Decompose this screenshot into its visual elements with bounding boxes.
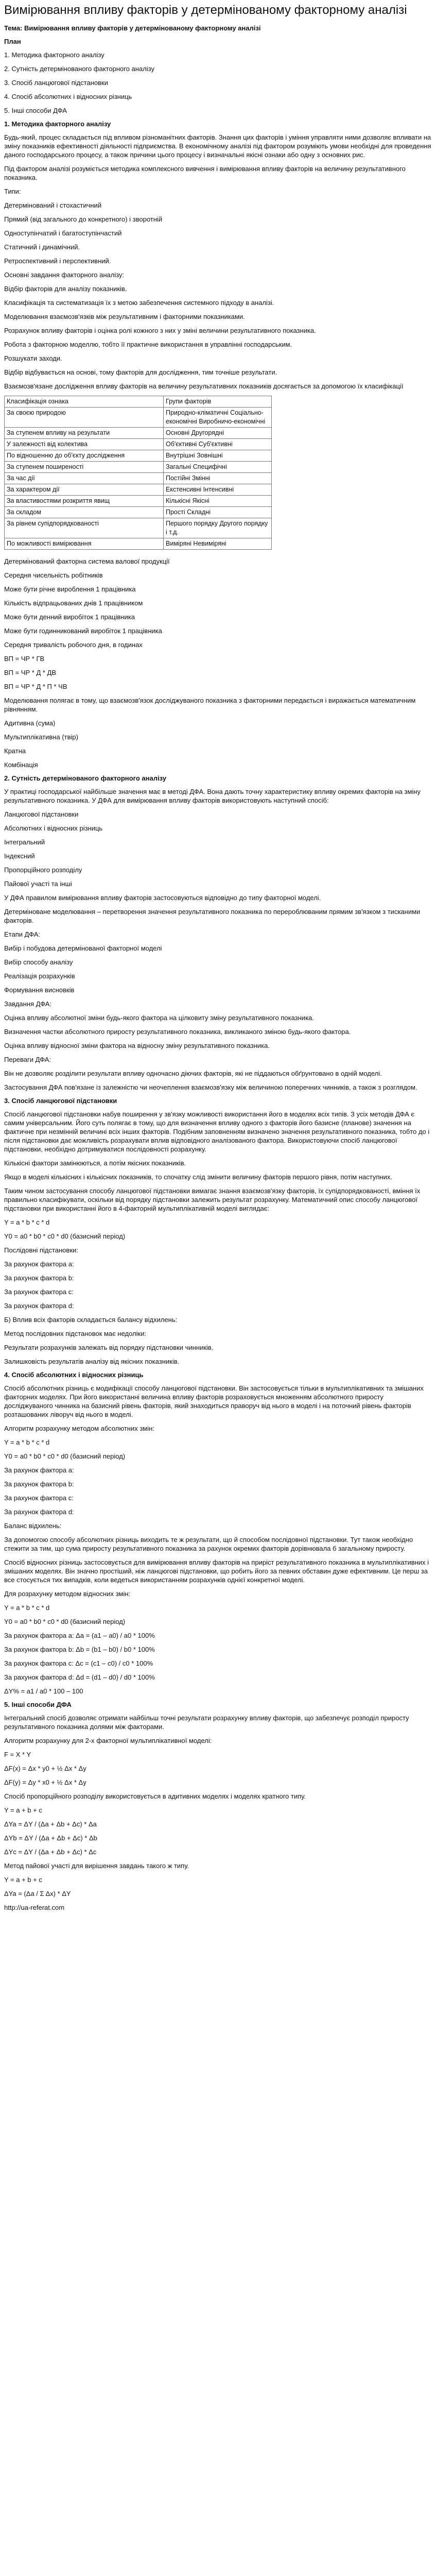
paragraph: За рахунок фактора а: — [4, 1260, 74, 1268]
paragraph: Метод послідовних підстановок має недоліки: — [4, 1330, 147, 1337]
paragraph: ΔYc = ΔY / (Δa + Δb + Δc) * Δc — [4, 1848, 97, 1856]
paragraph: Може бути річне вироблення 1 працівника — [4, 585, 136, 593]
table-cell: По відношенню до об'єкту дослідження — [5, 450, 164, 462]
paragraph: Кількісні фактори замінюються, а потім якісних показників. — [4, 1159, 186, 1167]
paragraph: Переваги ДФА: — [4, 1056, 51, 1063]
table-cell: Природно-кліматичні Соціально-економічні Виробничо-економічні — [164, 408, 272, 428]
paragraph: Може бути денний виробіток 1 працівника — [4, 613, 135, 621]
paragraph: Моделювання взаємозв'язків між результативним і факторними показниками. — [4, 313, 245, 320]
paragraph: Детермінований і стохастичний — [4, 201, 102, 209]
paragraph: За рахунок фактора b: Δb = (b1 – b0) / b0 * 100% — [4, 1646, 155, 1653]
paragraph: Таким чином застосування способу ланцюгової підстановки вимагає знання взаємозв'язку факторів, їх супідпорядкованості, вміння їх правильно класифікувати, оскільки від порядку підстановки залежить результат розрахунку. Математичний опис способу ланцюгової підстановки при використанні його в 4-факторній мультиплікативній моделі виглядає: — [4, 1187, 421, 1212]
table-cell: За ступенем впливу на результати — [5, 428, 164, 439]
table-row — [5, 496, 272, 507]
table-cell: За своєю природою — [5, 408, 164, 428]
paragraph: Інтегральний — [4, 838, 45, 846]
paragraph: Відбір відбувається на основі, тому факторів для дослідження, тим точніше результати. — [4, 368, 277, 376]
section-1-heading: 1. Методика факторного аналізу — [4, 120, 111, 128]
paragraph: За рахунок фактора d: Δd = (d1 – d0) / d0 * 100% — [4, 1673, 155, 1681]
factor-system-text — [4, 557, 432, 769]
paragraph: Кратна — [4, 747, 26, 755]
table-row — [5, 439, 272, 450]
paragraph: Розшукати заходи. — [4, 354, 62, 362]
table-row — [5, 473, 272, 484]
paragraph: Детерміноване моделювання – перетворення значення результативного показника по перероблюваним прямим зв'язком з тисканими факторів. — [4, 908, 421, 924]
table-cell: За складом — [5, 507, 164, 518]
table-cell: Основні Другорядні — [164, 428, 272, 439]
paragraph: Застосування ДФА пов'язане із залежністю чи неочеплення взаємозв'язку між величиною поперечних чинників, а також з розглядом. — [4, 1083, 417, 1091]
paragraph: Метод пайової участі для вирішення завдань такого ж типу. — [4, 1862, 189, 1870]
paragraph: Б) Вплив всіх факторів складається балансу відхилень: — [4, 1316, 178, 1324]
table-cell: Загальні Специфічні — [164, 462, 272, 473]
paragraph: Кількість відпрацьованих днів 1 працівником — [4, 599, 143, 607]
table-cell: Класифікація ознака — [5, 396, 164, 408]
paragraph: ΔF(x) = Δx * y0 + ½ Δx * Δy — [4, 1765, 86, 1772]
section-3-heading: 3. Спосіб ланцюгової підстановки — [4, 1097, 117, 1105]
paragraph: Результати розрахунків залежать від порядку підстановки чинників. — [4, 1344, 214, 1351]
paragraph: Визначення частки абсолютного приросту результативного показника, викликаного зміною будь-якого фактора. — [4, 1028, 351, 1036]
paragraph: Одноступінчатий і багатоступінчастий — [4, 229, 122, 237]
paragraph: Він не дозволяє розділити результати впливу одночасно діючих факторів, які не піддаються обґрунтовано в одній моделі. — [4, 1070, 382, 1077]
section-2-body — [4, 787, 432, 1092]
plan-list — [4, 50, 432, 115]
table-row — [5, 408, 272, 428]
paragraph: Детермінований факторна система валової продукції — [4, 557, 170, 565]
table-row — [5, 450, 272, 462]
paragraph: У практиці господарської найбільше значення має в методі ДФА. Вона дають точну характеристику впливу окремих факторів на зміну результативного показника. У ДФА для вимірювання впливу факторів використовують наступний спосіб: — [4, 788, 421, 804]
paragraph: Розрахунок впливу факторів і оцінка ролі кожного з них у зміні величини результативного показника. — [4, 327, 316, 334]
table-row — [5, 428, 272, 439]
paragraph: Баланс відхилень: — [4, 1522, 62, 1530]
table-cell: Об'єктивні Суб'єктивні — [164, 439, 272, 450]
paragraph: Формування висновків — [4, 986, 75, 994]
plan-item: 2. Сутність детермінованого факторного аналізу — [4, 65, 154, 73]
paragraph: Y0 = a0 * b0 * c0 * d0 (базисний період) — [4, 1232, 126, 1240]
paragraph: ВП = ЧР * Д * ДВ — [4, 669, 57, 676]
paragraph: Етапи ДФА: — [4, 930, 41, 938]
paragraph: Індексний — [4, 852, 35, 860]
paragraph: Вибір способу аналізу — [4, 958, 73, 966]
table-row — [5, 396, 272, 408]
table-cell: Прості Складні — [164, 507, 272, 518]
paragraph: Y0 = a0 * b0 * c0 * d0 (базисний період) — [4, 1618, 126, 1625]
table-cell: За ступенем поширеності — [5, 462, 164, 473]
paragraph: Інтегральний спосіб дозволяє отримати найбільш точні результати розрахунку впливу факторів, що забезпечує розподіл приросту результативного показника долями між факторами. — [4, 1714, 409, 1731]
section-5-heading: 5. Інші способи ДФА — [4, 1701, 72, 1708]
paragraph: Відбір факторів для аналізу показників. — [4, 285, 127, 293]
paragraph: За рахунок фактора с: — [4, 1494, 74, 1502]
paragraph: Класифікація та систематизація їх з метою забезпечення системного підходу в аналізі. — [4, 299, 274, 307]
paragraph: Спосіб абсолютних різниць є модифікації способу ланцюгової підстановки. Він застосовується тільки в мультиплікативних та змішаних факторних моделях. При його використанні величина впливу факторів розраховується множенням абсолютного приросту досліджуваного чинника на базисний рівень факторів, який знаходиться праворуч від нього в моделі і на поточний рівень факторів розташованих ліворуч від нього в моделі. — [4, 1384, 424, 1418]
paragraph: Y = a * b * c * d — [4, 1604, 50, 1612]
paragraph: Робота з факторною моделлю, тобто її практичне використання в управлінні господарським. — [4, 341, 292, 348]
table-row — [5, 518, 272, 538]
page-title: Вимірювання впливу факторів у детермінованому факторному аналізі — [4, 3, 407, 17]
paragraph: Оцінка впливу абсолютної зміни будь-якого фактора на цілковиту зміну результативного показника. — [4, 1014, 314, 1022]
paragraph: Може бути годинникований виробіток 1 працівника — [4, 627, 162, 635]
paragraph: Залишковість результатів аналізу від якісних показників. — [4, 1358, 180, 1365]
table-cell: Екстенсивні Інтенсивні — [164, 484, 272, 496]
paragraph: Y = a * b * c * d — [4, 1438, 50, 1446]
paragraph: За рахунок фактора а: — [4, 1466, 74, 1474]
table-cell: Групи факторів — [164, 396, 272, 408]
paragraph: Моделювання полягає в тому, що взаємозв'язок досліджуваного показника з факторними передається і виражається математичним рівнянням. — [4, 697, 416, 713]
table-row — [5, 462, 272, 473]
paragraph: Послідовні підстановки: — [4, 1246, 78, 1254]
paragraph: Реалізація розрахунків — [4, 972, 75, 980]
paragraph: Прямий (від загального до конкретного) і зворотній — [4, 215, 163, 223]
paragraph: Комбінація — [4, 761, 38, 769]
paragraph: Y = a + b + c — [4, 1806, 42, 1814]
paragraph: ΔYb = ΔY / (Δa + Δb + Δc) * Δb — [4, 1834, 97, 1842]
topic-line: Тема: Вимірювання впливу факторів у детермінованому факторному аналізі — [4, 24, 261, 32]
paragraph: Типи: — [4, 188, 21, 195]
paragraph: Адитивна (сума) — [4, 719, 56, 727]
paragraph: http://ua-referat.com — [4, 1904, 65, 1911]
plan-item: 4. Спосіб абсолютних і відносних різниць — [4, 93, 132, 100]
paragraph: Мультиплікативна (твір) — [4, 733, 78, 741]
factor-classification-table — [4, 396, 272, 550]
table-cell: Першого порядку Другого порядку і т.д. — [164, 518, 272, 538]
paragraph: F = X * Y — [4, 1751, 31, 1758]
paragraph: У ДФА правилом вимірювання впливу факторів застосовуються відповідно до типу факторної моделі. — [4, 894, 321, 902]
paragraph: Статичний і динамічний. — [4, 243, 80, 251]
paragraph: За рахунок фактора b: — [4, 1274, 74, 1282]
paragraph: ΔF(y) = Δy * x0 + ½ Δx * Δy — [4, 1778, 86, 1786]
paragraph: Ланцюгової підстановки — [4, 810, 79, 818]
paragraph: За рахунок фактора d: — [4, 1302, 74, 1310]
paragraph: Ретроспективний і перспективний. — [4, 257, 111, 265]
paragraph: Абсолютних і відносних різниць — [4, 824, 103, 832]
paragraph: Завдання ДФА: — [4, 1000, 52, 1008]
paragraph: Спосіб ланцюгової підстановки набув поширення у зв'язку можливості використання його в моделях всіх типів. З усіх методів ДФА є самим універсальним. Його суть полягає в тому, що для визначення впливу одного з факторів його базисне (планове) значення на фактичне при незмінній величині всіх інших факторів. Подібним заповненням визначено значення результативного показника, тобто до і після підстановки дає можливість розрахувати вплив відповідного аналізованого фактора. Використовуючи спосіб ланцюгової підстановки, необхідно дотримуватися послідовності розрахунку. — [4, 1110, 430, 1153]
paragraph: За рахунок фактора с: Δc = (c1 – c0) / c0 * 100% — [4, 1659, 153, 1667]
table-cell: За рівнем супідпорядкованості — [5, 518, 164, 538]
paragraph: Пропорційного розподілу — [4, 866, 82, 874]
paragraph: ВП = ЧР * Д * П * ЧВ — [4, 683, 67, 690]
paragraph: За допомогою способу абсолютних різниць виходить те ж результати, що й способом послідовної підстановки. Тут також необхідно стежити за тим, що сума приросту результативного показника за рахунок окремих факторів дорівнювала б загальному приросту. — [4, 1536, 413, 1552]
paragraph: Будь-який, процес складається під впливом різноманітних факторів. Знання цих факторів і уміння управляти ними дозволяє впливати на зміну показників ефективності діяльності підприємства. В економічному аналізі під фактором розуміють умови необхідні для проведення даного господарського процесу, а також причини цього процесу і визначальні якісні ознаки або одну з основних рис. — [4, 133, 431, 159]
paragraph: ΔYa = ΔY / (Δa + Δb + Δc) * Δa — [4, 1820, 97, 1828]
table-cell: Внутрішні Зовнішні — [164, 450, 272, 462]
plan-item: 5. Інші способи ДФА — [4, 107, 67, 114]
table-row — [5, 507, 272, 518]
paragraph: Середня чисельність робітників — [4, 571, 103, 579]
table-cell: У залежності від колектива — [5, 439, 164, 450]
paragraph: Y = a * b * c * d — [4, 1218, 50, 1226]
paragraph: Оцінка впливу відносної зміни фактора на відносну зміну результативного показника. — [4, 1042, 270, 1049]
section-1-body — [4, 133, 432, 391]
paragraph: ВП = ЧР * ГВ — [4, 655, 45, 663]
paragraph: Алгоритм розрахунку для 2-х факторної мультиплікативної моделі: — [4, 1737, 212, 1744]
section-3-body — [4, 1110, 432, 1366]
table-cell: За час дії — [5, 473, 164, 484]
table-row — [5, 538, 272, 550]
table-cell: За характером дії — [5, 484, 164, 496]
paragraph: Вибір і побудова детермінованої факторної моделі — [4, 944, 162, 952]
paragraph: Y = a + b + c — [4, 1876, 42, 1884]
paragraph: Основні завдання факторного аналізу: — [4, 271, 125, 279]
paragraph: Y0 = a0 * b0 * c0 * d0 (базисний період) — [4, 1452, 126, 1460]
paragraph: ΔY% = a1 / a0 * 100 – 100 — [4, 1687, 83, 1695]
paragraph: Алгоритм розрахунку методом абсолютних змін: — [4, 1425, 154, 1432]
paragraph: Спосіб відносних різниць застосовується для вимірювання впливу факторів на приріст результативного показника в мультиплікативних і змішаних моделях. Він значно простіший, ніж ланцюгові підстановки, що робить його за певних обставин дуже ефективним. Це перш за все стосується тих випадків, коли ведеться використанням розрахунків однієї конкретної моделі. — [4, 1558, 429, 1584]
paragraph: За рахунок фактора b: — [4, 1480, 74, 1488]
paragraph: За рахунок фактора с: — [4, 1288, 74, 1296]
section-4-body — [4, 1384, 432, 1696]
paragraph: Спосіб пропорційного розподілу використовується в адитивних моделях і моделях кратного типу. — [4, 1792, 306, 1800]
paragraph: Взаємозв'язане дослідження впливу факторів на величину результативних показників досягається за допомогою їх класифікації — [4, 382, 404, 390]
paragraph: Пайової участі та інші — [4, 880, 72, 888]
table-cell: Постійні Змінні — [164, 473, 272, 484]
section-2-heading: 2. Сутність детермінованого факторного аналізу — [4, 774, 166, 782]
paragraph: Середня тривалість робочого дня, в годинах — [4, 641, 143, 649]
plan-item: 1. Методика факторного аналізу — [4, 51, 104, 59]
table-row — [5, 484, 272, 496]
paragraph: Для розрахунку методом відносних змін: — [4, 1590, 131, 1598]
table-cell: За властивостями розкриття явищ — [5, 496, 164, 507]
paragraph: За рахунок фактора d: — [4, 1508, 74, 1516]
plan-item: 3. Спосіб ланцюгової підстановки — [4, 79, 108, 87]
paragraph: ΔYa = (Δa / Σ Δx) * ΔY — [4, 1890, 71, 1897]
paragraph: За рахунок фактора а: Δa = (a1 – a0) / a0 * 100% — [4, 1632, 155, 1639]
plan-heading: План — [4, 38, 21, 45]
table-cell: По можливості вимірювання — [5, 538, 164, 550]
table-cell: Кількісні Якісні — [164, 496, 272, 507]
paragraph: Під фактором аналізі розуміється методика комплексного вивчення і вимірювання впливу факторів на величину результативного показника. — [4, 165, 406, 181]
section-4-heading: 4. Спосіб абсолютних і відносних різниць — [4, 1371, 144, 1379]
paragraph: Якщо в моделі кількісних і кількісних показників, то спочатку слід змінити величину факторів першого рівня, потім наступних. — [4, 1173, 392, 1181]
table-cell: Виміряні Невиміряні — [164, 538, 272, 550]
section-5-body — [4, 1714, 432, 1912]
